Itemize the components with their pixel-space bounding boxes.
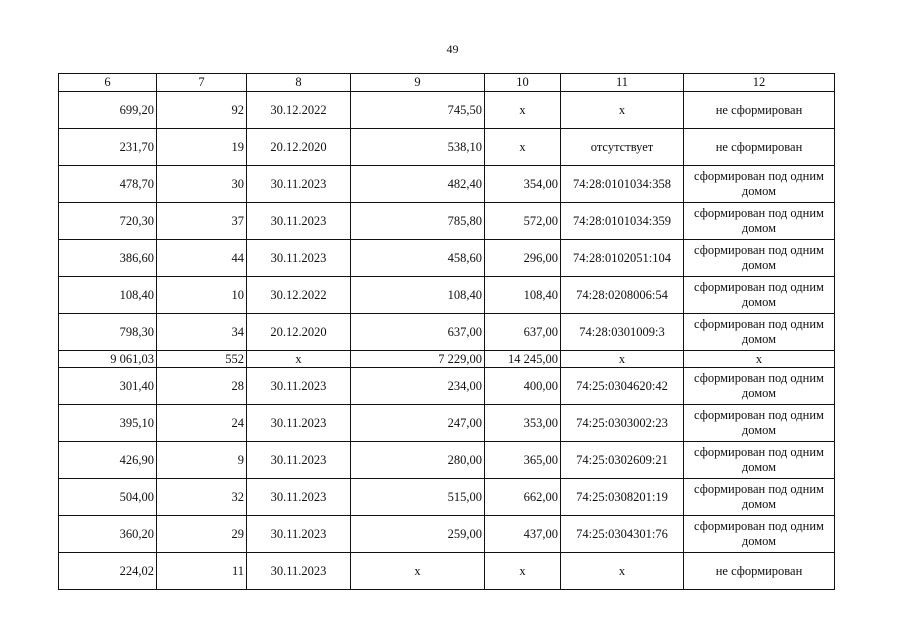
table-cell: x xyxy=(561,92,684,129)
table-cell: 662,00 xyxy=(485,479,561,516)
table-cell: 20.12.2020 xyxy=(247,129,351,166)
table-cell: 9 061,03 xyxy=(59,351,157,368)
table-cell: 785,80 xyxy=(351,203,485,240)
column-header: 10 xyxy=(485,74,561,92)
table-cell: 108,40 xyxy=(59,277,157,314)
column-header: 9 xyxy=(351,74,485,92)
table-cell: 301,40 xyxy=(59,368,157,405)
table-cell: не сформирован xyxy=(684,129,835,166)
table-cell: x xyxy=(247,351,351,368)
table-cell: 7 229,00 xyxy=(351,351,485,368)
table-cell: 34 xyxy=(157,314,247,351)
table-body xyxy=(59,92,835,590)
header-row xyxy=(59,74,835,92)
table-cell: 30.11.2023 xyxy=(247,479,351,516)
table-cell: 426,90 xyxy=(59,442,157,479)
table-cell: 353,00 xyxy=(485,405,561,442)
table-cell: сформирован под одним домом xyxy=(684,368,835,405)
table-cell: сформирован под одним домом xyxy=(684,442,835,479)
table-cell: 745,50 xyxy=(351,92,485,129)
table-cell: сформирован под одним домом xyxy=(684,314,835,351)
table-cell: не сформирован xyxy=(684,92,835,129)
table-row xyxy=(59,405,835,442)
table-cell: сформирован под одним домом xyxy=(684,277,835,314)
table-cell: 280,00 xyxy=(351,442,485,479)
table-cell: 24 xyxy=(157,405,247,442)
table-row xyxy=(59,314,835,351)
table-cell: 504,00 xyxy=(59,479,157,516)
table-cell: 20.12.2020 xyxy=(247,314,351,351)
table-row xyxy=(59,479,835,516)
table-cell: 699,20 xyxy=(59,92,157,129)
table-cell: 14 245,00 xyxy=(485,351,561,368)
table-cell: 400,00 xyxy=(485,368,561,405)
table-header xyxy=(59,74,835,92)
column-header: 11 xyxy=(561,74,684,92)
table-cell: сформирован под одним домом xyxy=(684,203,835,240)
table-cell: 37 xyxy=(157,203,247,240)
table-cell: 30 xyxy=(157,166,247,203)
table-cell: x xyxy=(485,553,561,590)
table-row xyxy=(59,240,835,277)
table-row xyxy=(59,442,835,479)
table-cell: сформирован под одним домом xyxy=(684,479,835,516)
table-cell: 74:28:0208006:54 xyxy=(561,277,684,314)
table-cell: 74:25:0304620:42 xyxy=(561,368,684,405)
table-cell: 458,60 xyxy=(351,240,485,277)
table-row xyxy=(59,368,835,405)
table-cell: отсутствует xyxy=(561,129,684,166)
table-cell: 32 xyxy=(157,479,247,516)
table-cell: 74:25:0302609:21 xyxy=(561,442,684,479)
table-cell: 30.12.2022 xyxy=(247,92,351,129)
table-row xyxy=(59,92,835,129)
table-cell: сформирован под одним домом xyxy=(684,516,835,553)
table-cell: 19 xyxy=(157,129,247,166)
table-cell: 92 xyxy=(157,92,247,129)
table-cell: 28 xyxy=(157,368,247,405)
table-cell: x xyxy=(561,553,684,590)
table-cell: 74:28:0102051:104 xyxy=(561,240,684,277)
table-cell: 44 xyxy=(157,240,247,277)
page-number: 49 xyxy=(446,42,459,56)
table-cell: 259,00 xyxy=(351,516,485,553)
table-cell: 637,00 xyxy=(351,314,485,351)
table-cell: 296,00 xyxy=(485,240,561,277)
table-cell: 30.11.2023 xyxy=(247,442,351,479)
table-cell: 74:25:0308201:19 xyxy=(561,479,684,516)
table-cell: 30.11.2023 xyxy=(247,368,351,405)
table-cell: 395,10 xyxy=(59,405,157,442)
table-cell: 11 xyxy=(157,553,247,590)
table-cell: 30.11.2023 xyxy=(247,240,351,277)
table-row xyxy=(59,553,835,590)
table-cell: 74:28:0101034:359 xyxy=(561,203,684,240)
table-cell: 74:28:0101034:358 xyxy=(561,166,684,203)
table-cell: не сформирован xyxy=(684,553,835,590)
table-cell: 30.11.2023 xyxy=(247,203,351,240)
column-header: 6 xyxy=(59,74,157,92)
table-cell: 637,00 xyxy=(485,314,561,351)
table-cell: 365,00 xyxy=(485,442,561,479)
table-cell: 798,30 xyxy=(59,314,157,351)
table-cell: 30.12.2022 xyxy=(247,277,351,314)
table-cell: 482,40 xyxy=(351,166,485,203)
table-cell: x xyxy=(485,129,561,166)
table-cell: 74:25:0304301:76 xyxy=(561,516,684,553)
table-cell: 30.11.2023 xyxy=(247,516,351,553)
table-cell: 234,00 xyxy=(351,368,485,405)
table-cell: 30.11.2023 xyxy=(247,166,351,203)
table-row xyxy=(59,129,835,166)
table-cell: x xyxy=(351,553,485,590)
table-cell: 224,02 xyxy=(59,553,157,590)
table-cell: 437,00 xyxy=(485,516,561,553)
table-cell: 360,20 xyxy=(59,516,157,553)
table-cell: 354,00 xyxy=(485,166,561,203)
table-cell: 572,00 xyxy=(485,203,561,240)
table-cell: 9 xyxy=(157,442,247,479)
table-row xyxy=(59,203,835,240)
table-cell: 30.11.2023 xyxy=(247,553,351,590)
table-cell: 10 xyxy=(157,277,247,314)
column-header: 7 xyxy=(157,74,247,92)
table-row xyxy=(59,516,835,553)
table-cell: 720,30 xyxy=(59,203,157,240)
column-header: 8 xyxy=(247,74,351,92)
table-cell: 74:25:0303002:23 xyxy=(561,405,684,442)
table-cell: 247,00 xyxy=(351,405,485,442)
table-cell: x xyxy=(485,92,561,129)
table-cell: 30.11.2023 xyxy=(247,405,351,442)
table-cell: 478,70 xyxy=(59,166,157,203)
table-cell: 552 xyxy=(157,351,247,368)
table-cell: x xyxy=(561,351,684,368)
column-header: 12 xyxy=(684,74,835,92)
table-cell: 538,10 xyxy=(351,129,485,166)
table-cell: x xyxy=(684,351,835,368)
table-cell: сформирован под одним домом xyxy=(684,405,835,442)
table-row-total xyxy=(59,351,835,368)
table-cell: 29 xyxy=(157,516,247,553)
table-row xyxy=(59,277,835,314)
table-cell: сформирован под одним домом xyxy=(684,166,835,203)
table-cell: 108,40 xyxy=(485,277,561,314)
table-cell: 231,70 xyxy=(59,129,157,166)
table-cell: 74:28:0301009:3 xyxy=(561,314,684,351)
table-cell: 515,00 xyxy=(351,479,485,516)
table-cell: сформирован под одним домом xyxy=(684,240,835,277)
table-cell: 386,60 xyxy=(59,240,157,277)
data-table xyxy=(58,73,835,590)
table-row xyxy=(59,166,835,203)
table-cell: 108,40 xyxy=(351,277,485,314)
